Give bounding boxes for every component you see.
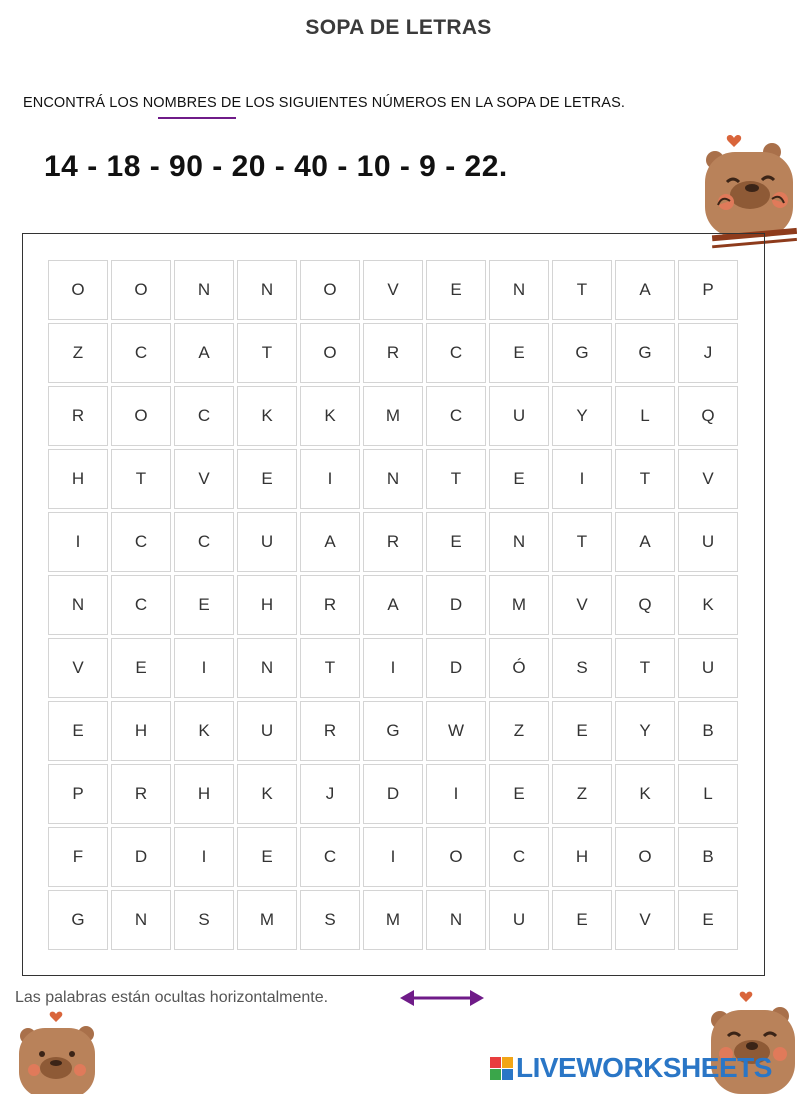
grid-cell[interactable]: H — [174, 764, 234, 824]
grid-cell[interactable]: A — [363, 575, 423, 635]
grid-cell[interactable]: N — [237, 638, 297, 698]
grid-cell[interactable]: E — [552, 890, 612, 950]
grid-cell[interactable]: U — [489, 890, 549, 950]
grid-cell[interactable]: C — [174, 512, 234, 572]
grid-cell[interactable]: Q — [615, 575, 675, 635]
grid-cell[interactable]: K — [615, 764, 675, 824]
bear-bottom-left-icon — [14, 1010, 99, 1094]
grid-cell[interactable]: L — [678, 764, 738, 824]
grid-cell[interactable]: H — [48, 449, 108, 509]
grid-cell[interactable]: I — [363, 827, 423, 887]
grid-cell[interactable]: E — [552, 701, 612, 761]
grid-cell[interactable]: E — [174, 575, 234, 635]
grid-cell[interactable]: W — [426, 701, 486, 761]
grid-cell[interactable]: G — [615, 323, 675, 383]
grid-cell[interactable]: B — [678, 827, 738, 887]
grid-cell[interactable]: T — [552, 512, 612, 572]
grid-cell[interactable]: C — [426, 386, 486, 446]
grid-cell[interactable]: S — [174, 890, 234, 950]
grid-cell[interactable]: C — [111, 323, 171, 383]
grid-cell[interactable]: F — [48, 827, 108, 887]
grid-cell[interactable]: T — [111, 449, 171, 509]
grid-cell[interactable]: E — [678, 890, 738, 950]
underline-mark — [158, 117, 236, 119]
grid-cell[interactable]: V — [174, 449, 234, 509]
grid-cell[interactable]: D — [111, 827, 171, 887]
footer-hint: Las palabras están ocultas horizontalmente. — [15, 989, 329, 1006]
grid-cell[interactable]: T — [300, 638, 360, 698]
grid-cell[interactable]: E — [489, 323, 549, 383]
grid-cell[interactable]: I — [300, 449, 360, 509]
grid-cell[interactable]: O — [48, 260, 108, 320]
grid-cell[interactable]: K — [678, 575, 738, 635]
grid-cell[interactable]: R — [300, 701, 360, 761]
page-title: SOPA DE LETRAS — [305, 16, 492, 39]
grid-cell[interactable]: O — [615, 827, 675, 887]
grid-cell[interactable]: M — [363, 386, 423, 446]
liveworksheets-logo-icon — [490, 1057, 513, 1080]
grid-cell[interactable]: A — [300, 512, 360, 572]
grid-cell[interactable]: C — [489, 827, 549, 887]
grid-cell[interactable]: N — [174, 260, 234, 320]
grid-cell[interactable]: H — [552, 827, 612, 887]
grid-cell[interactable]: K — [174, 701, 234, 761]
grid-cell[interactable]: C — [300, 827, 360, 887]
grid-cell[interactable]: V — [48, 638, 108, 698]
grid-cell[interactable]: V — [363, 260, 423, 320]
grid-cell[interactable]: D — [363, 764, 423, 824]
grid-cell[interactable]: R — [111, 764, 171, 824]
grid-cell[interactable]: K — [237, 386, 297, 446]
grid-cell[interactable]: A — [174, 323, 234, 383]
grid-cell[interactable]: O — [426, 827, 486, 887]
grid-cell[interactable]: U — [678, 638, 738, 698]
grid-cell[interactable]: D — [426, 638, 486, 698]
grid-cell[interactable]: M — [489, 575, 549, 635]
grid-cell[interactable]: V — [552, 575, 612, 635]
grid-cell[interactable]: I — [174, 827, 234, 887]
grid-cell[interactable]: U — [678, 512, 738, 572]
grid-cell[interactable]: R — [48, 386, 108, 446]
grid-cell[interactable]: I — [552, 449, 612, 509]
grid-cell[interactable]: M — [363, 890, 423, 950]
grid-cell[interactable]: Ó — [489, 638, 549, 698]
grid-cell[interactable]: C — [426, 323, 486, 383]
grid-cell[interactable]: C — [111, 575, 171, 635]
grid-cell[interactable]: E — [48, 701, 108, 761]
grid-cell[interactable]: U — [489, 386, 549, 446]
grid-cell[interactable]: I — [174, 638, 234, 698]
grid-cell[interactable]: Z — [552, 764, 612, 824]
grid-cell[interactable]: R — [363, 323, 423, 383]
grid-cell[interactable]: C — [111, 512, 171, 572]
grid-cell[interactable]: K — [300, 386, 360, 446]
grid-cell[interactable]: T — [426, 449, 486, 509]
grid-cell[interactable]: N — [111, 890, 171, 950]
grid-cell[interactable]: N — [237, 260, 297, 320]
double-arrow-icon — [400, 987, 484, 1009]
grid-cell[interactable]: Z — [489, 701, 549, 761]
grid-cell[interactable]: D — [426, 575, 486, 635]
grid-cell[interactable]: O — [111, 260, 171, 320]
grid-cell[interactable]: E — [489, 764, 549, 824]
grid-cell[interactable]: T — [237, 323, 297, 383]
grid-cell[interactable]: E — [237, 827, 297, 887]
instruction-text: ENCONTRÁ LOS NOMBRES DE LOS SIGUIENTES NÚMEROS EN LA SOPA DE LETRAS. — [23, 95, 625, 111]
grid-cell[interactable]: T — [552, 260, 612, 320]
grid-cell[interactable]: M — [237, 890, 297, 950]
grid-cell[interactable]: P — [48, 764, 108, 824]
grid-cell[interactable]: T — [615, 638, 675, 698]
grid-cell[interactable]: G — [552, 323, 612, 383]
grid-cell[interactable]: S — [300, 890, 360, 950]
grid-cell[interactable]: G — [363, 701, 423, 761]
grid-cell[interactable]: E — [426, 260, 486, 320]
grid-cell[interactable]: N — [489, 512, 549, 572]
grid-cell[interactable]: J — [300, 764, 360, 824]
grid-cell[interactable]: L — [615, 386, 675, 446]
grid-cell[interactable]: N — [48, 575, 108, 635]
grid-cell[interactable]: Y — [615, 701, 675, 761]
grid-cell[interactable]: O — [300, 260, 360, 320]
grid-cell[interactable]: S — [552, 638, 612, 698]
grid-cell[interactable]: C — [174, 386, 234, 446]
grid-cell[interactable]: Y — [552, 386, 612, 446]
grid-cell[interactable]: Z — [48, 323, 108, 383]
grid-cell[interactable]: O — [111, 386, 171, 446]
numbers-list: 14 - 18 - 90 - 20 - 40 - 10 - 9 - 22. — [44, 150, 508, 183]
grid-cell[interactable]: V — [678, 449, 738, 509]
grid-cell[interactable]: E — [426, 512, 486, 572]
grid-cell[interactable]: N — [489, 260, 549, 320]
grid-cell[interactable]: A — [615, 260, 675, 320]
grid-cell[interactable]: H — [111, 701, 171, 761]
grid-cell[interactable]: J — [678, 323, 738, 383]
grid-cell[interactable]: R — [363, 512, 423, 572]
grid-cell[interactable]: U — [237, 512, 297, 572]
grid-cell[interactable]: A — [615, 512, 675, 572]
grid-cell[interactable]: V — [615, 890, 675, 950]
grid-cell[interactable]: R — [300, 575, 360, 635]
liveworksheets-logo[interactable] — [490, 1052, 772, 1084]
grid-cell[interactable]: E — [237, 449, 297, 509]
grid-cell[interactable]: N — [426, 890, 486, 950]
grid-cell[interactable]: T — [615, 449, 675, 509]
grid-cell[interactable]: E — [489, 449, 549, 509]
grid-cell[interactable]: U — [237, 701, 297, 761]
grid-cell[interactable]: I — [363, 638, 423, 698]
grid-cell[interactable]: G — [48, 890, 108, 950]
grid-cell[interactable]: I — [426, 764, 486, 824]
grid-cell[interactable]: I — [48, 512, 108, 572]
grid-cell[interactable]: B — [678, 701, 738, 761]
grid-cell[interactable]: Q — [678, 386, 738, 446]
grid-cell[interactable]: O — [300, 323, 360, 383]
grid-cell[interactable]: H — [237, 575, 297, 635]
logo-text: LIVEWORKSHEETS — [516, 1052, 772, 1083]
grid-cell[interactable]: N — [363, 449, 423, 509]
word-search-grid — [48, 260, 738, 950]
grid-cell[interactable]: E — [111, 638, 171, 698]
grid-cell[interactable]: K — [237, 764, 297, 824]
grid-cell[interactable]: P — [678, 260, 738, 320]
